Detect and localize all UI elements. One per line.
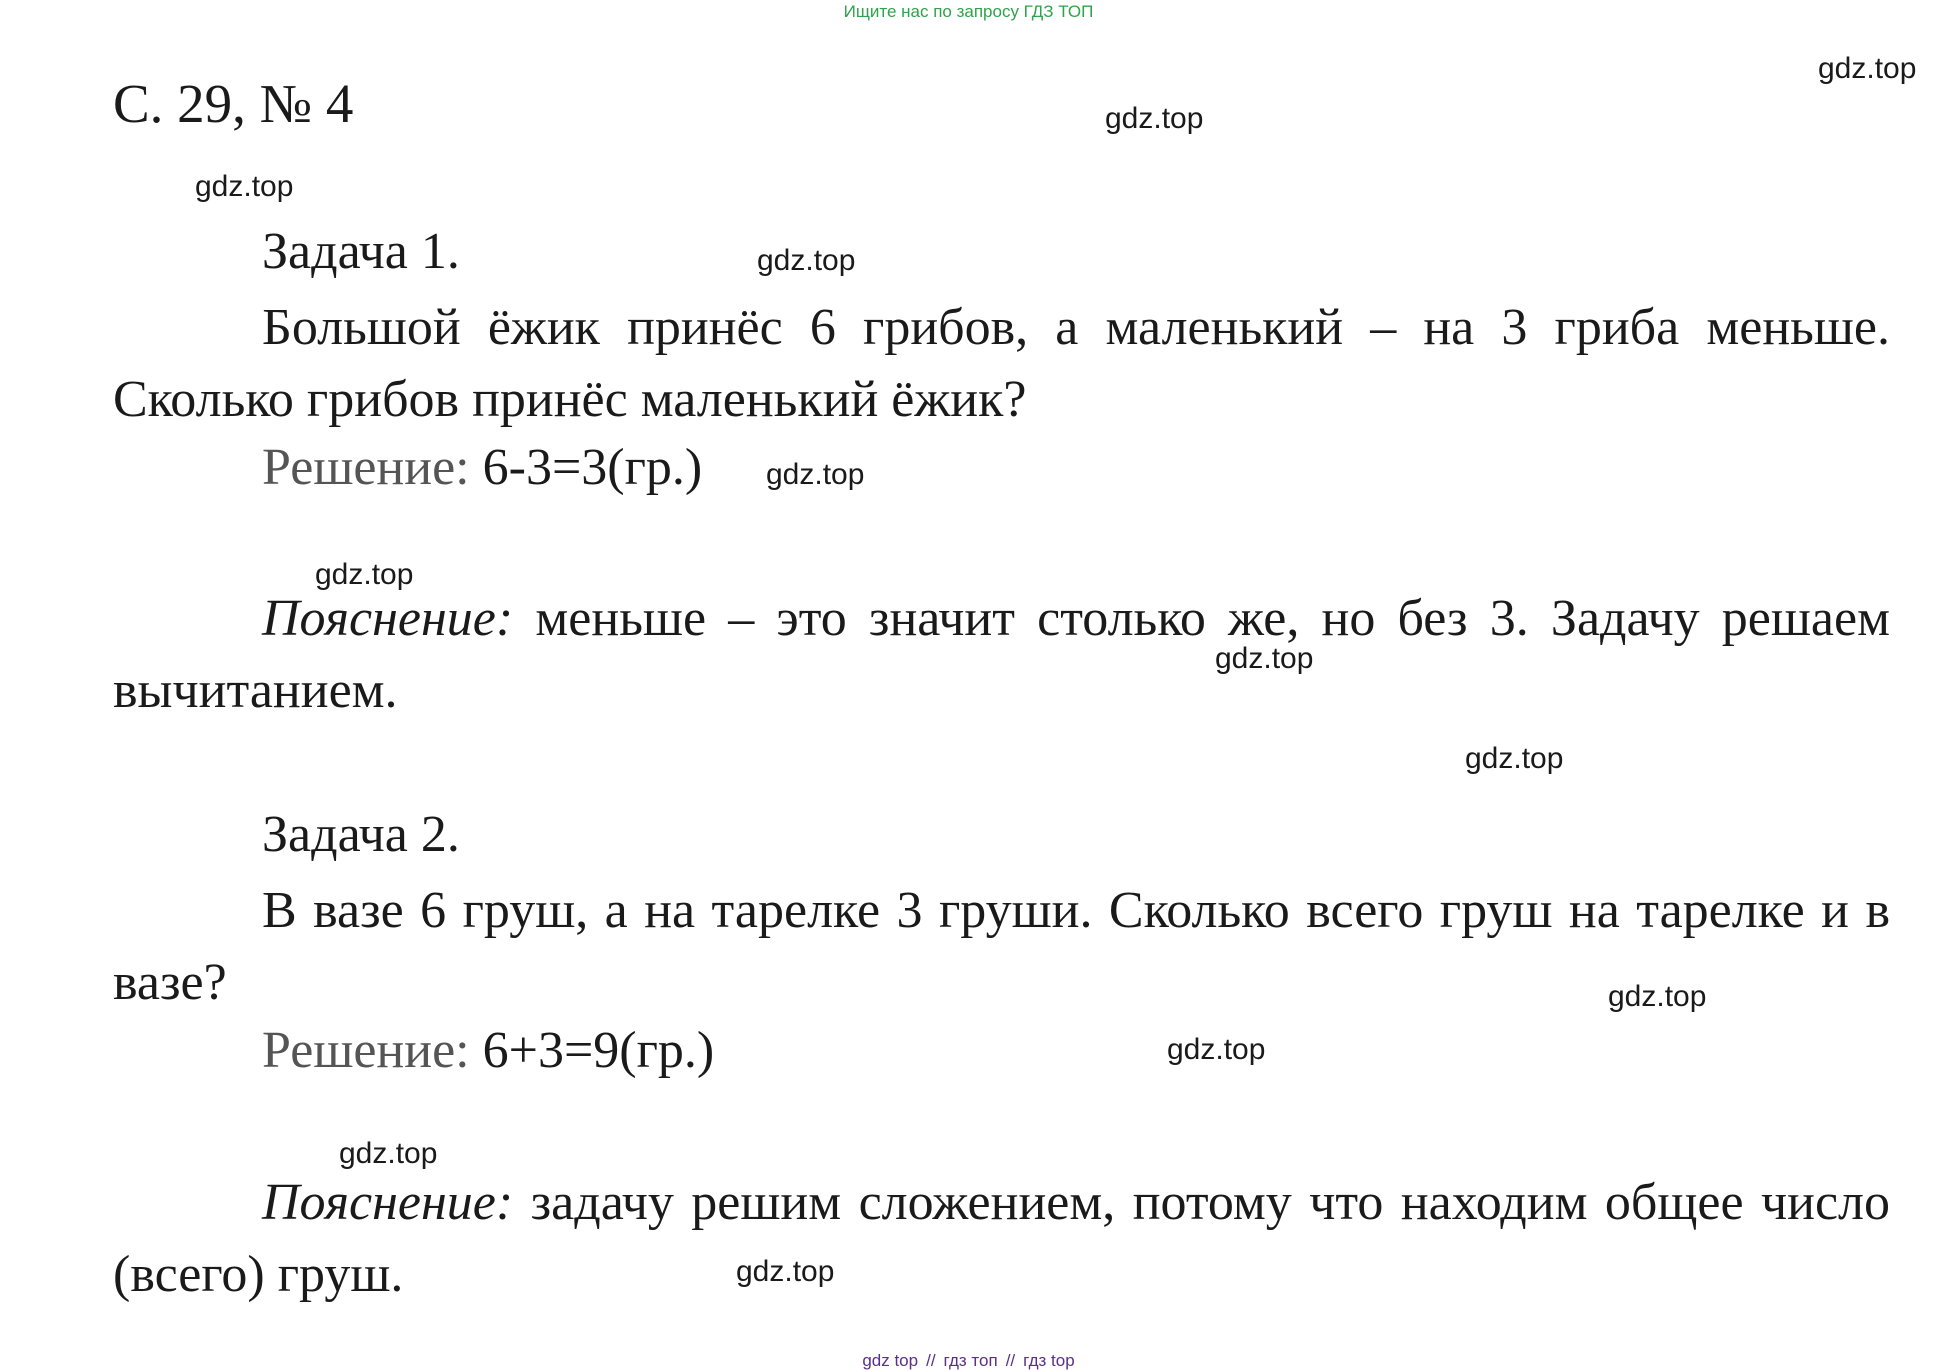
task2-solution-label: Решение: bbox=[262, 1022, 470, 1079]
watermark: gdz.top bbox=[315, 558, 414, 591]
task2-explain-label: Пояснение: bbox=[262, 1174, 514, 1231]
task2-title: Задача 2. bbox=[262, 806, 460, 863]
watermark: gdz.top bbox=[339, 1137, 438, 1170]
watermark: gdz.top bbox=[1608, 980, 1707, 1013]
task1-solution-label: Решение: bbox=[262, 439, 470, 496]
watermark: gdz.top bbox=[757, 244, 856, 277]
watermark: gdz.top bbox=[1215, 642, 1314, 675]
task2-problem-text: В вазе 6 груш, а на тарелке 3 груши. Сколько всего груш на тарелке и в вазе? bbox=[113, 882, 1890, 1011]
task2-solution-expr: 6+3=9(гр.) bbox=[482, 1022, 715, 1079]
task2-problem bbox=[113, 875, 1890, 1019]
footer-links bbox=[0, 1351, 1937, 1371]
watermark: gdz.top bbox=[195, 170, 294, 203]
footer-separator: // bbox=[926, 1351, 936, 1370]
page-title: С. 29, № 4 bbox=[113, 73, 354, 134]
task1-solution bbox=[262, 438, 702, 497]
task2-explanation bbox=[113, 1167, 1890, 1311]
footer-link-gdz-top[interactable]: gdz top bbox=[862, 1351, 919, 1370]
task2-solution bbox=[262, 1021, 714, 1080]
footer-separator: // bbox=[1005, 1351, 1016, 1370]
top-banner[interactable]: Ищите нас по запросу ГДЗ ТОП bbox=[843, 2, 1094, 21]
watermark: gdz.top bbox=[736, 1255, 835, 1288]
watermark: gdz.top bbox=[1465, 742, 1564, 775]
task1-explain-label: Пояснение: bbox=[262, 590, 514, 647]
watermark: gdz.top bbox=[766, 458, 865, 491]
task1-explanation bbox=[113, 583, 1890, 727]
watermark: gdz.top bbox=[1167, 1033, 1266, 1066]
watermark: gdz.top bbox=[1105, 102, 1204, 135]
task1-explain-text: меньше – это значит столько же, но без 3. Задачу решаем вычитанием. bbox=[113, 590, 1890, 719]
footer-link-gdz-top-mixed[interactable]: гдз top bbox=[1023, 1351, 1075, 1370]
task1-title: Задача 1. bbox=[262, 223, 460, 280]
task1-solution-expr: 6-3=3(гр.) bbox=[482, 439, 703, 496]
task1-problem-text: Большой ёжик принёс 6 грибов, а маленький – на 3 гриба меньше. Сколько грибов принёс маленький ёжик? bbox=[113, 299, 1890, 428]
task1-problem bbox=[113, 292, 1890, 436]
footer-link-gdz-top-ru[interactable]: гдз топ bbox=[943, 1351, 998, 1370]
task2-explain-text: задачу решим сложением, потому что находим общее число (всего) груш. bbox=[113, 1174, 1890, 1303]
watermark: gdz.top bbox=[1818, 52, 1917, 85]
